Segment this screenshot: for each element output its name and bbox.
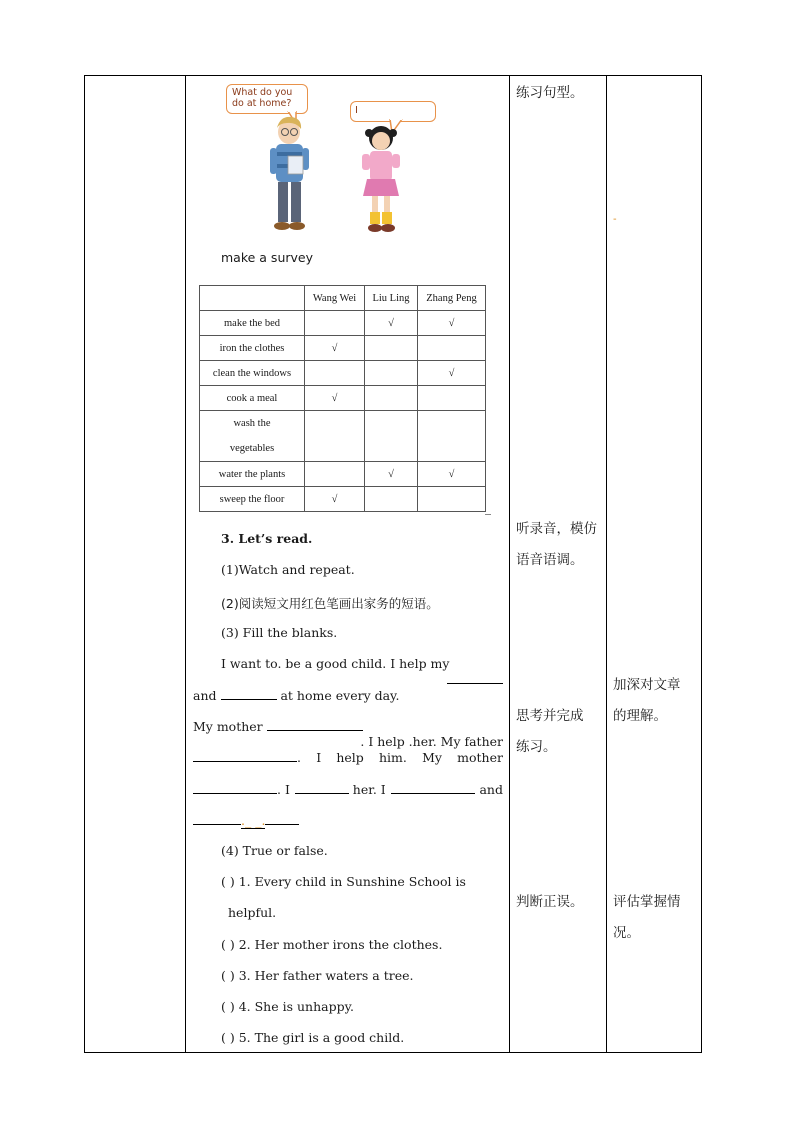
tf-item-continuation: helpful. [228,905,277,920]
table-row [200,361,486,386]
row-label-line1: wash the [233,418,271,429]
fill-text: help [336,750,364,765]
girl-figure [350,124,410,238]
header-cell-wang-wei: Wang Wei [305,286,365,311]
fill-blank[interactable] [447,671,503,684]
read-section-title: 3. Let’s read. [221,531,313,546]
column-divider-2 [509,75,510,1053]
tf-question: 4. She is unhappy. [238,999,354,1014]
check-cell: √ [418,311,486,336]
tf-item [221,874,466,889]
student-activity-2-line2: 语音语调。 [516,552,584,568]
design-intent-2-line1: 评估掌握情 [613,894,681,910]
fill-line-4 [193,749,503,765]
header-cell-zhang-peng: Zhang Peng [418,286,486,311]
student-activity-3-line1: 思考并完成 [516,708,584,724]
row-label: make the bed [200,311,305,336]
read-step-4: (4) True or false. [221,843,328,858]
check-cell [365,411,418,462]
row-label [200,411,305,462]
check-cell [305,311,365,336]
student-activity-4: 判断正误。 [516,894,584,910]
design-intent-mark: - [613,214,617,225]
fill-line-5 [193,781,503,797]
column-divider-3 [606,75,607,1053]
tf-answer-paren[interactable]: ( ) [221,937,235,952]
tf-question: 3. Her father waters a tree. [238,968,414,983]
fill-blank[interactable] [265,812,299,825]
fill-text: My [422,750,442,765]
fill-text: and [193,688,217,703]
fill-text: her. I [352,782,386,797]
design-intent-1-line1: 加深对文章 [613,677,681,693]
tf-item [221,968,414,983]
boy-speech-text: What do you do at home? [232,87,293,109]
student-activity-3-line2: 练习。 [516,739,557,755]
fill-text: him. [379,750,407,765]
fill-text: . I [277,782,290,797]
check-cell: √ [305,386,365,411]
fill-line-1 [221,656,503,684]
tf-question: 5. The girl is a good child. [238,1030,405,1045]
fill-blank[interactable] [221,687,277,700]
check-cell [418,487,486,512]
check-cell: √ [418,361,486,386]
check-cell [418,411,486,462]
header-cell-liu-ling: Liu Ling [365,286,418,311]
check-cell [305,462,365,487]
check-cell [365,487,418,512]
fill-blank[interactable] [267,718,363,731]
check-cell [365,386,418,411]
boy-figure [262,112,322,240]
tf-item [221,999,354,1014]
table-row [200,386,486,411]
fill-text: . [297,750,301,765]
fill-text: . I help .her. My father [360,734,503,749]
student-activity-3 [516,701,584,763]
table-row [200,411,486,462]
design-intent-1 [613,670,681,732]
tf-answer-paren[interactable]: ( ) [221,999,235,1014]
fill-text: I [316,750,322,765]
check-cell: √ [305,336,365,361]
read-step-2: (2)阅读短文用红色笔画出家务的短语。 [221,596,439,611]
check-cell [305,411,365,462]
row-label: iron the clothes [200,336,305,361]
student-activity-2 [516,514,597,576]
table-row [200,311,486,336]
design-intent-2-line2: 况。 [613,925,640,941]
check-cell: √ [418,462,486,487]
girl-speech-text: I [355,105,358,116]
table-corner-mark [485,514,491,515]
row-label-line2: vegetables [229,443,275,454]
fill-blank[interactable] [193,781,277,794]
check-cell [365,336,418,361]
survey-table [199,285,486,512]
row-label: sweep the floor [200,487,305,512]
tf-item [221,937,442,952]
column-divider-1 [185,75,186,1053]
design-intent-2 [613,887,681,949]
check-cell: √ [305,487,365,512]
row-label: cook a meal [200,386,305,411]
read-step-3: (3) Fill the blanks. [221,625,338,640]
fill-blank[interactable] [193,812,241,825]
check-cell: √ [365,311,418,336]
check-cell [365,361,418,386]
fill-blank[interactable] [391,781,475,794]
tf-question: 1. Every child in Sunshine School is [238,874,466,889]
check-cell: √ [365,462,418,487]
tf-item [221,1030,404,1045]
tf-answer-paren[interactable]: ( ) [221,874,235,889]
fill-blank[interactable] [295,781,349,794]
fill-blank[interactable] [193,749,297,762]
fill-text: and [479,782,503,797]
fill-line-2 [193,687,399,703]
tf-answer-paren[interactable]: ( ) [221,968,235,983]
check-cell [305,361,365,386]
survey-heading: make a survey [221,250,313,265]
fill-text: My mother [193,719,263,734]
tf-answer-paren[interactable]: ( ) [221,1030,235,1045]
tf-question: 2. Her mother irons the clothes. [238,937,443,952]
read-step-1: (1)Watch and repeat. [221,562,355,577]
row-label: clean the windows [200,361,305,386]
fill-text: ._ _. [241,813,266,828]
survey-header-row [200,286,486,311]
fill-text: at home every day. [280,688,400,703]
design-intent-1-line2: 的理解。 [613,708,667,724]
fill-text: mother [457,750,503,765]
row-label: water the plants [200,462,305,487]
student-activity-1: 练习句型。 [516,85,584,101]
fill-line-3 [193,718,503,749]
table-row [200,487,486,512]
table-row [200,336,486,361]
table-row [200,462,486,487]
student-activity-2-line1: 听录音，模仿 [516,521,597,537]
check-cell [418,386,486,411]
fill-text: I want to. be a good child. I help my [221,656,450,671]
header-cell-blank [200,286,305,311]
check-cell [418,336,486,361]
fill-line-6 [193,812,299,828]
